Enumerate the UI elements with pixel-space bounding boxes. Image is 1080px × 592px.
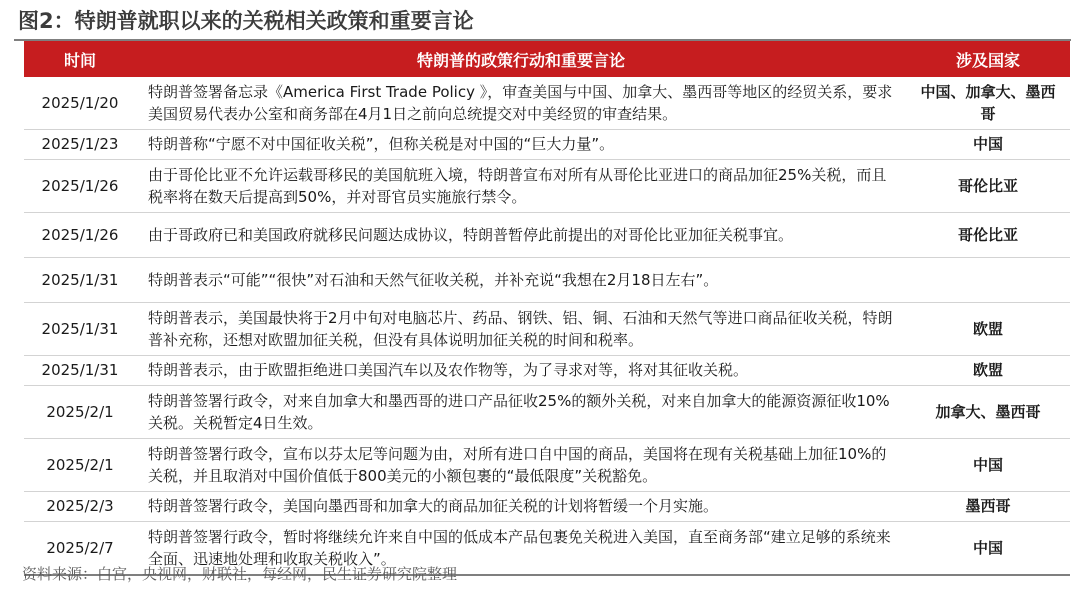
table-row	[24, 386, 1070, 439]
row-description	[136, 213, 906, 257]
row-date: 2025/2/7	[46, 538, 114, 557]
row-description	[136, 77, 906, 129]
row-description	[136, 439, 906, 491]
row-countries: 哥伦比亚	[957, 225, 1018, 244]
row-countries: 欧盟	[972, 361, 1003, 380]
policy-table	[24, 41, 1070, 576]
row-description	[136, 492, 906, 521]
row-date: 2025/1/31	[41, 361, 119, 380]
row-countries: 欧盟	[972, 319, 1003, 338]
row-countries: 加拿大、墨西哥	[935, 402, 1041, 421]
row-description-text: 特朗普称“宁愿不对中国征收关税”，但称关税是对中国的“巨大力量”。	[148, 135, 615, 154]
row-date: 2025/1/26	[41, 225, 119, 244]
row-countries: 中国	[972, 538, 1003, 557]
row-description-text: 特朗普签署行政令，宣布以芬太尼等问题为由，对所有进口自中国的商品，美国将在现有关税基础上加征10%的关税，并且取消对中国价值低于800美元的小额包裹的“最低限度”关税豁免。	[148, 444, 887, 485]
row-description	[136, 130, 906, 159]
table-row	[24, 492, 1070, 522]
row-description-text: 由于哥政府已和美国政府就移民问题达成协议，特朗普暂停此前提出的对哥伦比亚加征关税事宜。	[148, 225, 794, 244]
table-row	[24, 356, 1070, 386]
row-date: 2025/1/23	[41, 135, 119, 154]
row-description-text: 特朗普签署备忘录《America First Trade Policy 》，审查美国与中国、加拿大、墨西哥等地区的经贸关系，要求美国贸易代表办公室和商务部在4月1日之前向总统提交对中美经贸的审查结果。	[148, 82, 893, 123]
row-date: 2025/1/20	[41, 93, 119, 112]
row-description-text: 特朗普表示，由于欧盟拒绝进口美国汽车以及农作物等，为了寻求对等，将对其征收关税。	[148, 361, 749, 380]
table-header	[24, 41, 1070, 77]
row-description	[136, 356, 906, 385]
row-description	[136, 258, 906, 302]
row-description-text: 特朗普签署行政令，美国向墨西哥和加拿大的商品加征关税的计划将暂缓一个月实施。	[148, 497, 719, 516]
row-description-text: 特朗普表示，美国最快将于2月中旬对电脑芯片、药品、钢铁、铝、铜、石油和天然气等进口商品征收关税，特朗普补充称，还想对欧盟加征关税，但没有具体说明加征关税的时间和税率。	[148, 308, 893, 349]
header-countries: 涉及国家	[955, 50, 1020, 70]
table-row	[24, 77, 1070, 130]
row-date: 2025/2/3	[46, 497, 114, 516]
row-description	[136, 160, 906, 212]
row-date: 2025/1/31	[41, 319, 119, 338]
table-row	[24, 258, 1070, 303]
header-description: 特朗普的政策行动和重要言论	[416, 50, 625, 70]
row-countries: 墨西哥	[965, 497, 1011, 516]
row-description	[136, 303, 906, 355]
table-row	[24, 303, 1070, 356]
row-date: 2025/2/1	[46, 455, 114, 474]
header-date: 时间	[63, 50, 96, 70]
row-date: 2025/1/26	[41, 176, 119, 195]
row-countries: 中国	[972, 135, 1003, 154]
figure-title: 图2：特朗普就职以来的关税相关政策和重要言论	[18, 9, 474, 33]
row-date: 2025/2/1	[46, 402, 114, 421]
row-countries: 哥伦比亚	[957, 176, 1018, 195]
table-row	[24, 130, 1070, 160]
source-note: 资料来源：白宫，央视网，财联社，每经网，民生证券研究院整理	[22, 565, 458, 583]
table-row	[24, 160, 1070, 213]
row-description-text: 特朗普签署行政令，暂时将继续允许来自中国的低成本产品包裹免关税进入美国，直至商务部“建立足够的系统来全面、迅速地处理和收取关税收入”。	[148, 527, 891, 568]
table-row	[24, 439, 1070, 492]
row-date: 2025/1/31	[41, 270, 119, 289]
row-description	[136, 386, 906, 438]
row-countries	[906, 258, 1070, 302]
row-description-text: 特朗普表示“可能”“很快”对石油和天然气征收关税，并补充说“我想在2月18日左右”。	[148, 270, 719, 289]
row-description-text: 特朗普签署行政令，对来自加拿大和墨西哥的进口产品征收25%的额外关税，对来自加拿大的能源资源征收10%关税。关税暂定4日生效。	[148, 391, 890, 432]
row-description-text: 由于哥伦比亚不允许运载哥移民的美国航班入境，特朗普宣布对所有从哥伦比亚进口的商品加征25%关税，而且税率将在数天后提高到50%，并对哥官员实施旅行禁令。	[148, 165, 887, 206]
row-countries: 中国、加拿大、墨西哥	[920, 82, 1056, 123]
row-countries: 中国	[972, 455, 1003, 474]
table-row	[24, 213, 1070, 258]
